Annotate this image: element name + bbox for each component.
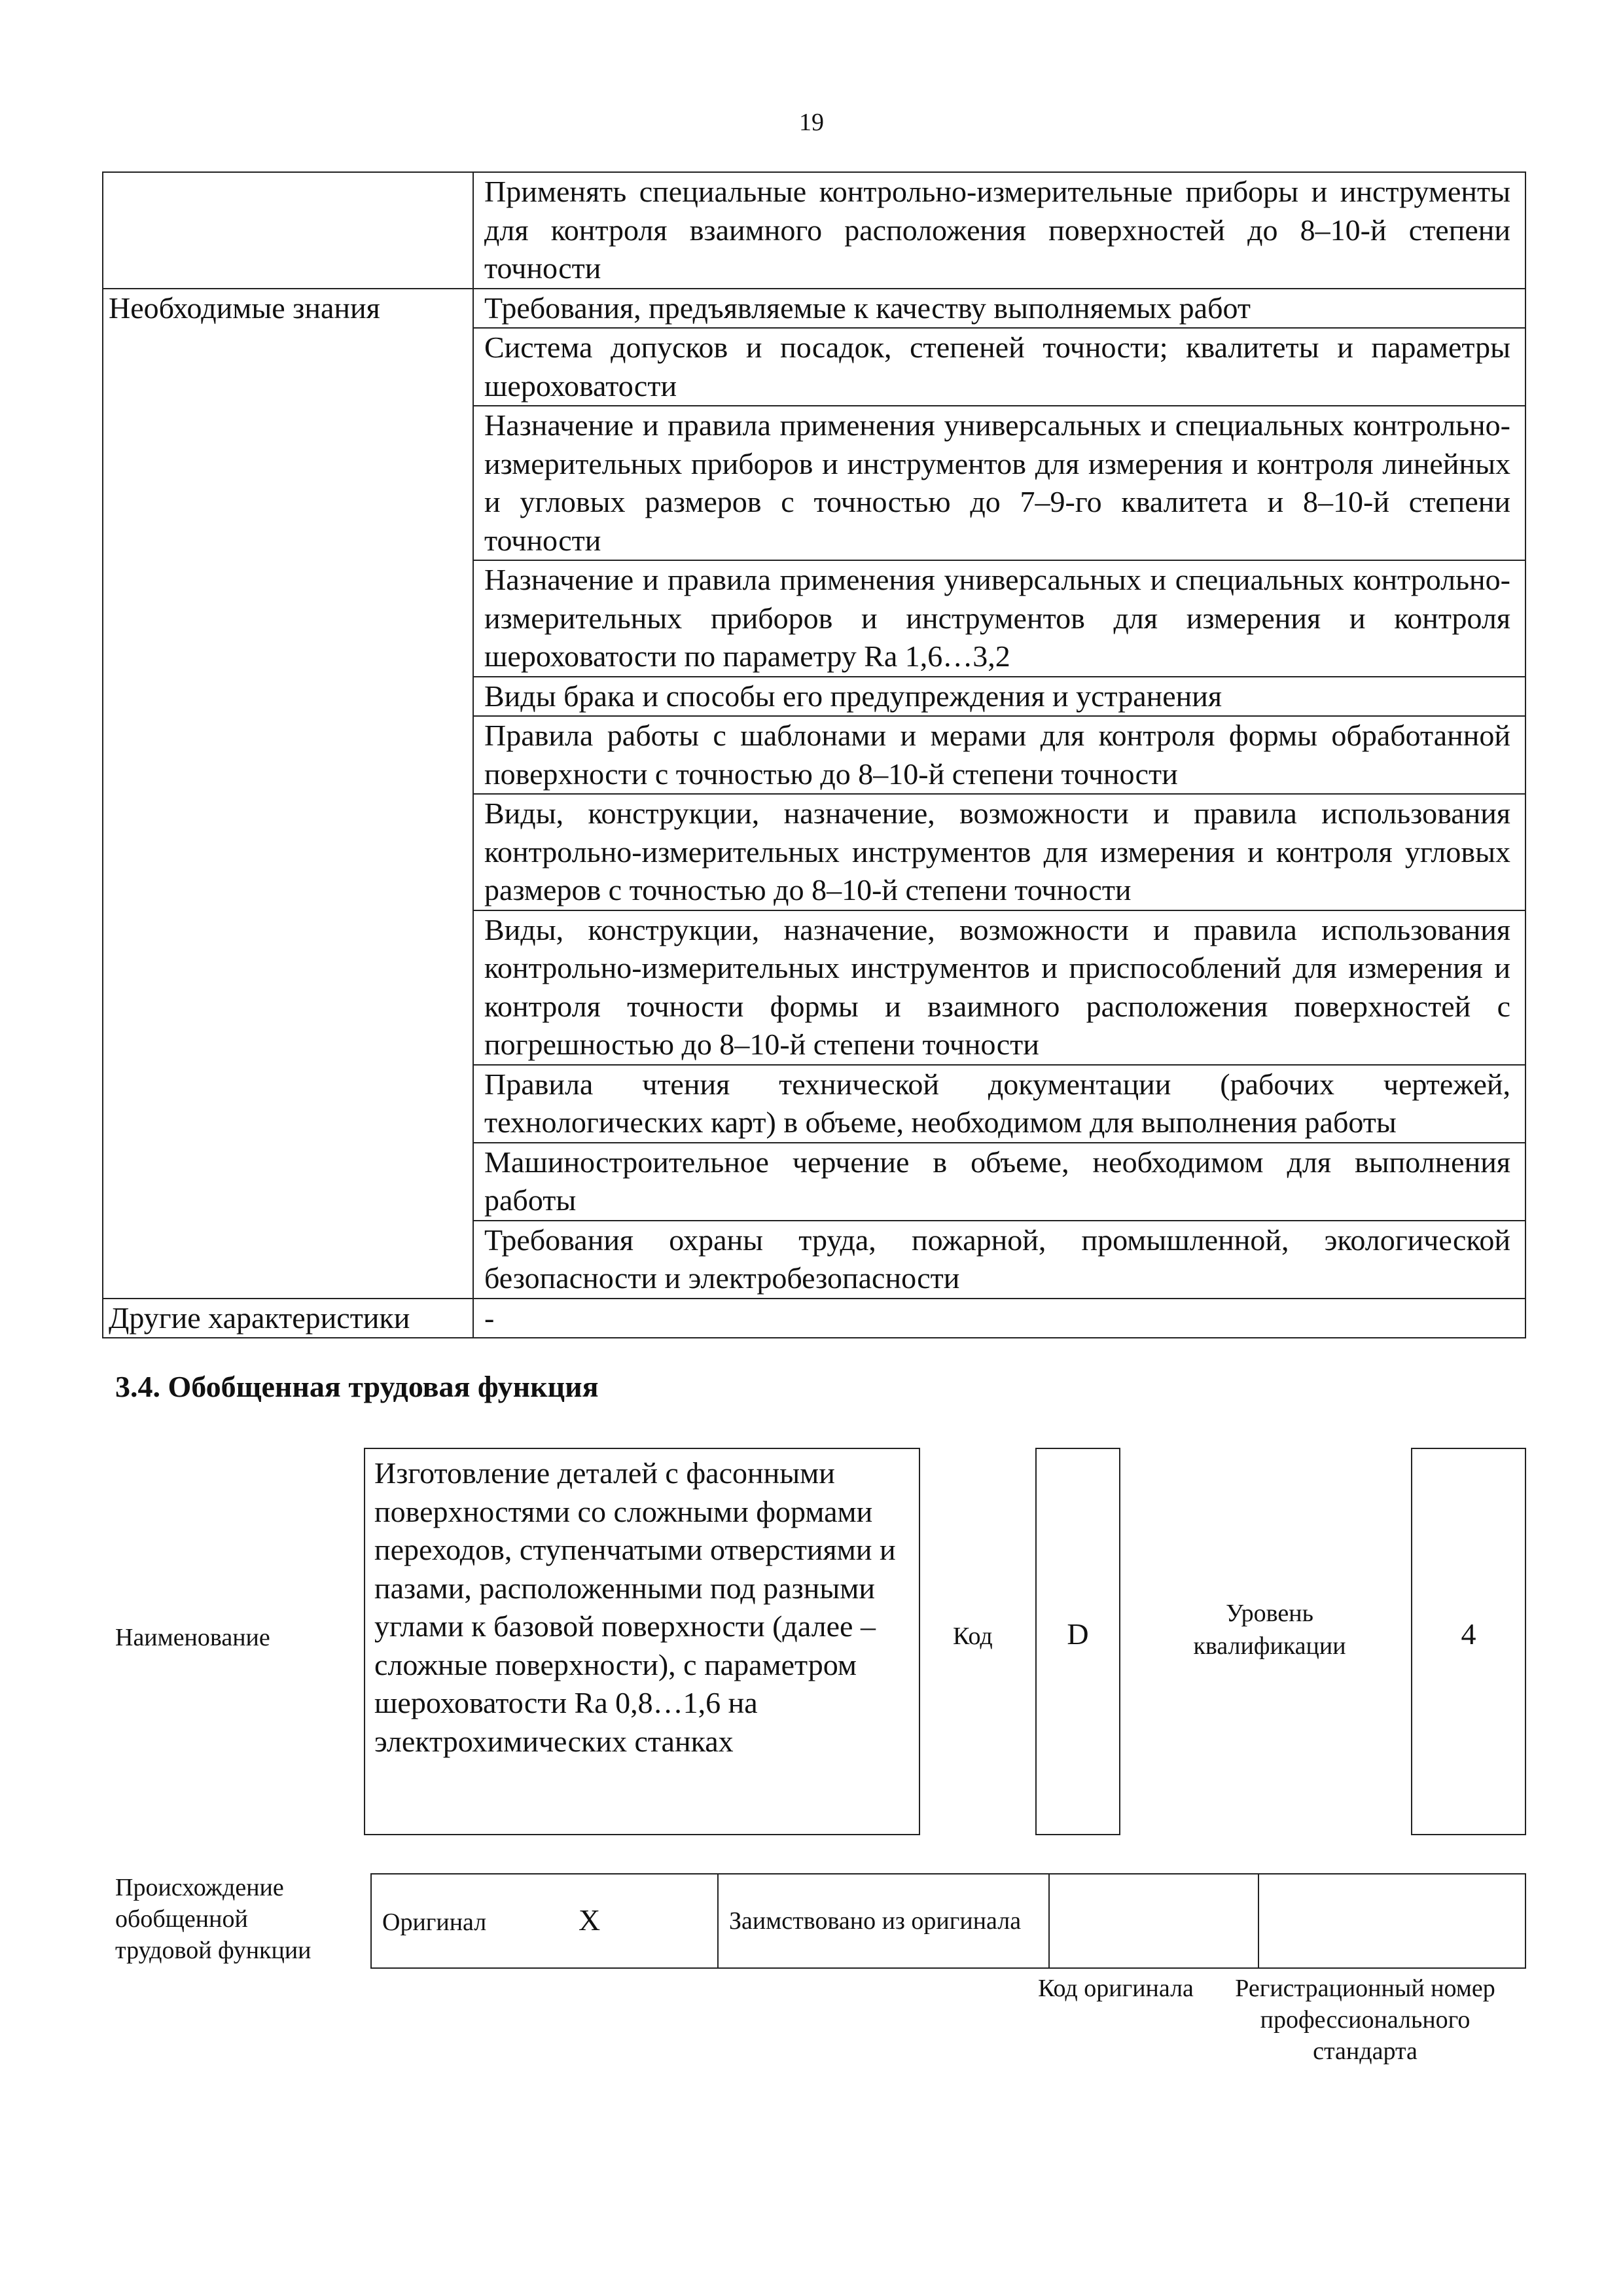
knowledge-item xyxy=(473,328,1525,406)
origin-borrowed-cell xyxy=(718,1874,1049,1968)
code-value: D xyxy=(1067,1617,1089,1651)
origin-borrowed-label: Заимствовано из оригинала xyxy=(729,1907,1022,1935)
knowledge-item xyxy=(473,1143,1525,1221)
knowledge-item xyxy=(473,910,1525,1065)
knowledge-item-text: Назначение и правила применения универсальных и специальных контрольно-измерительных приборов и инструментов для измерения и контроля шероховатости по параметру Ra 1,6…3,2 xyxy=(484,563,1510,673)
knowledge-item-text: Требования, предъявляемые к качеству выполняемых работ xyxy=(484,291,1251,325)
knowledge-item xyxy=(473,1221,1525,1299)
other-value: - xyxy=(484,1300,495,1335)
name-value-box xyxy=(364,1448,920,1835)
origin-original-label: Оригинал xyxy=(382,1908,487,1936)
origin-mark: X xyxy=(579,1903,601,1937)
knowledge-item xyxy=(473,677,1525,717)
origin-table xyxy=(370,1873,1526,1969)
origin-reg-cell xyxy=(1258,1874,1525,1968)
table-row xyxy=(371,1874,1525,1968)
knowledge-item xyxy=(473,560,1525,677)
level-label: Уровень квалификации xyxy=(1193,1600,1346,1660)
section-heading: 3.4. Обобщенная трудовая функция xyxy=(115,1370,599,1403)
caption-reg: Регистрационный номер профессионального стандарта xyxy=(1235,1975,1495,2065)
knowledge-item xyxy=(473,1065,1525,1143)
knowledge-item-text: Виды, конструкции, назначение, возможности и правила использования контрольно-измерительных инструментов и приспособлений для измерения и контроля точности формы и взаимного расположения поверхностей с погрешностью до 8–10-й степени точности xyxy=(484,912,1510,1061)
knowledge-label-cell xyxy=(103,289,473,1299)
knowledge-item-text: Требования охраны труда, пожарной, промышленной, экологической безопасности и электробезопасности xyxy=(484,1223,1510,1295)
caption-code: Код оригинала xyxy=(1038,1975,1194,2002)
code-label: Код xyxy=(953,1623,993,1650)
knowledge-item xyxy=(473,716,1525,794)
knowledge-item xyxy=(473,406,1525,560)
knowledge-item-text: Система допусков и посадок, степеней точности; квалитеты и параметры шероховатости xyxy=(484,331,1510,403)
knowledge-item-text: Виды брака и способы его предупреждения и устранения xyxy=(484,679,1222,713)
continuation-cell xyxy=(473,172,1525,289)
table-row xyxy=(103,1299,1525,1338)
name-value: Изготовление деталей с фасонными поверхностями со сложными формами переходов, ступенчатыми отверстиями и пазами, расположенными под разными углами к базовой поверхности (далее – сложные поверхности), с параметром шероховатости Ra 0,8…1,6 на электрохимических станках xyxy=(374,1456,896,1758)
knowledge-item xyxy=(473,794,1525,910)
knowledge-label: Необходимые знания xyxy=(109,291,380,325)
table-row xyxy=(103,289,1525,329)
knowledge-item-text: Правила чтения технической документации (рабочих чертежей, технологических карт) в объеме, необходимом для выполнения работы xyxy=(484,1067,1510,1139)
level-value: 4 xyxy=(1461,1617,1476,1651)
knowledge-item-text: Назначение и правила применения универсальных и специальных контрольно-измерительных приборов и инструментов для измерения и контроля линейных и угловых размеров с точностью до 7–9-го квалитета и 8–10-й степени точности xyxy=(484,408,1510,557)
origin-original-cell xyxy=(371,1874,718,1968)
continuation-text: Применять специальные контрольно-измерительные приборы и инструменты для контроля взаимного расположения поверхностей до 8–10-й степени точности xyxy=(484,175,1510,285)
origin-code-cell xyxy=(1049,1874,1258,1968)
other-value-cell xyxy=(473,1299,1525,1338)
other-label-cell xyxy=(103,1299,473,1338)
page-number: 19 xyxy=(799,109,824,136)
knowledge-item-text: Правила работы с шаблонами и мерами для контроля формы обработанной поверхности с точностью до 8–10-й степени точности xyxy=(484,719,1510,791)
knowledge-item-text: Машиностроительное черчение в объеме, необходимом для выполнения работы xyxy=(484,1145,1510,1217)
table-row xyxy=(103,172,1525,289)
knowledge-item-text: Виды, конструкции, назначение, возможности и правила использования контрольно-измерительных инструментов для измерения и контроля угловых размеров с точностью до 8–10-й степени точности xyxy=(484,797,1510,906)
requirements-table xyxy=(102,171,1526,1338)
knowledge-item xyxy=(473,289,1525,329)
name-label: Наименование xyxy=(115,1624,270,1651)
row-label-empty xyxy=(103,172,473,289)
other-label: Другие характеристики xyxy=(109,1300,410,1335)
origin-label: Происхождение обобщенной трудовой функции xyxy=(115,1874,312,1964)
